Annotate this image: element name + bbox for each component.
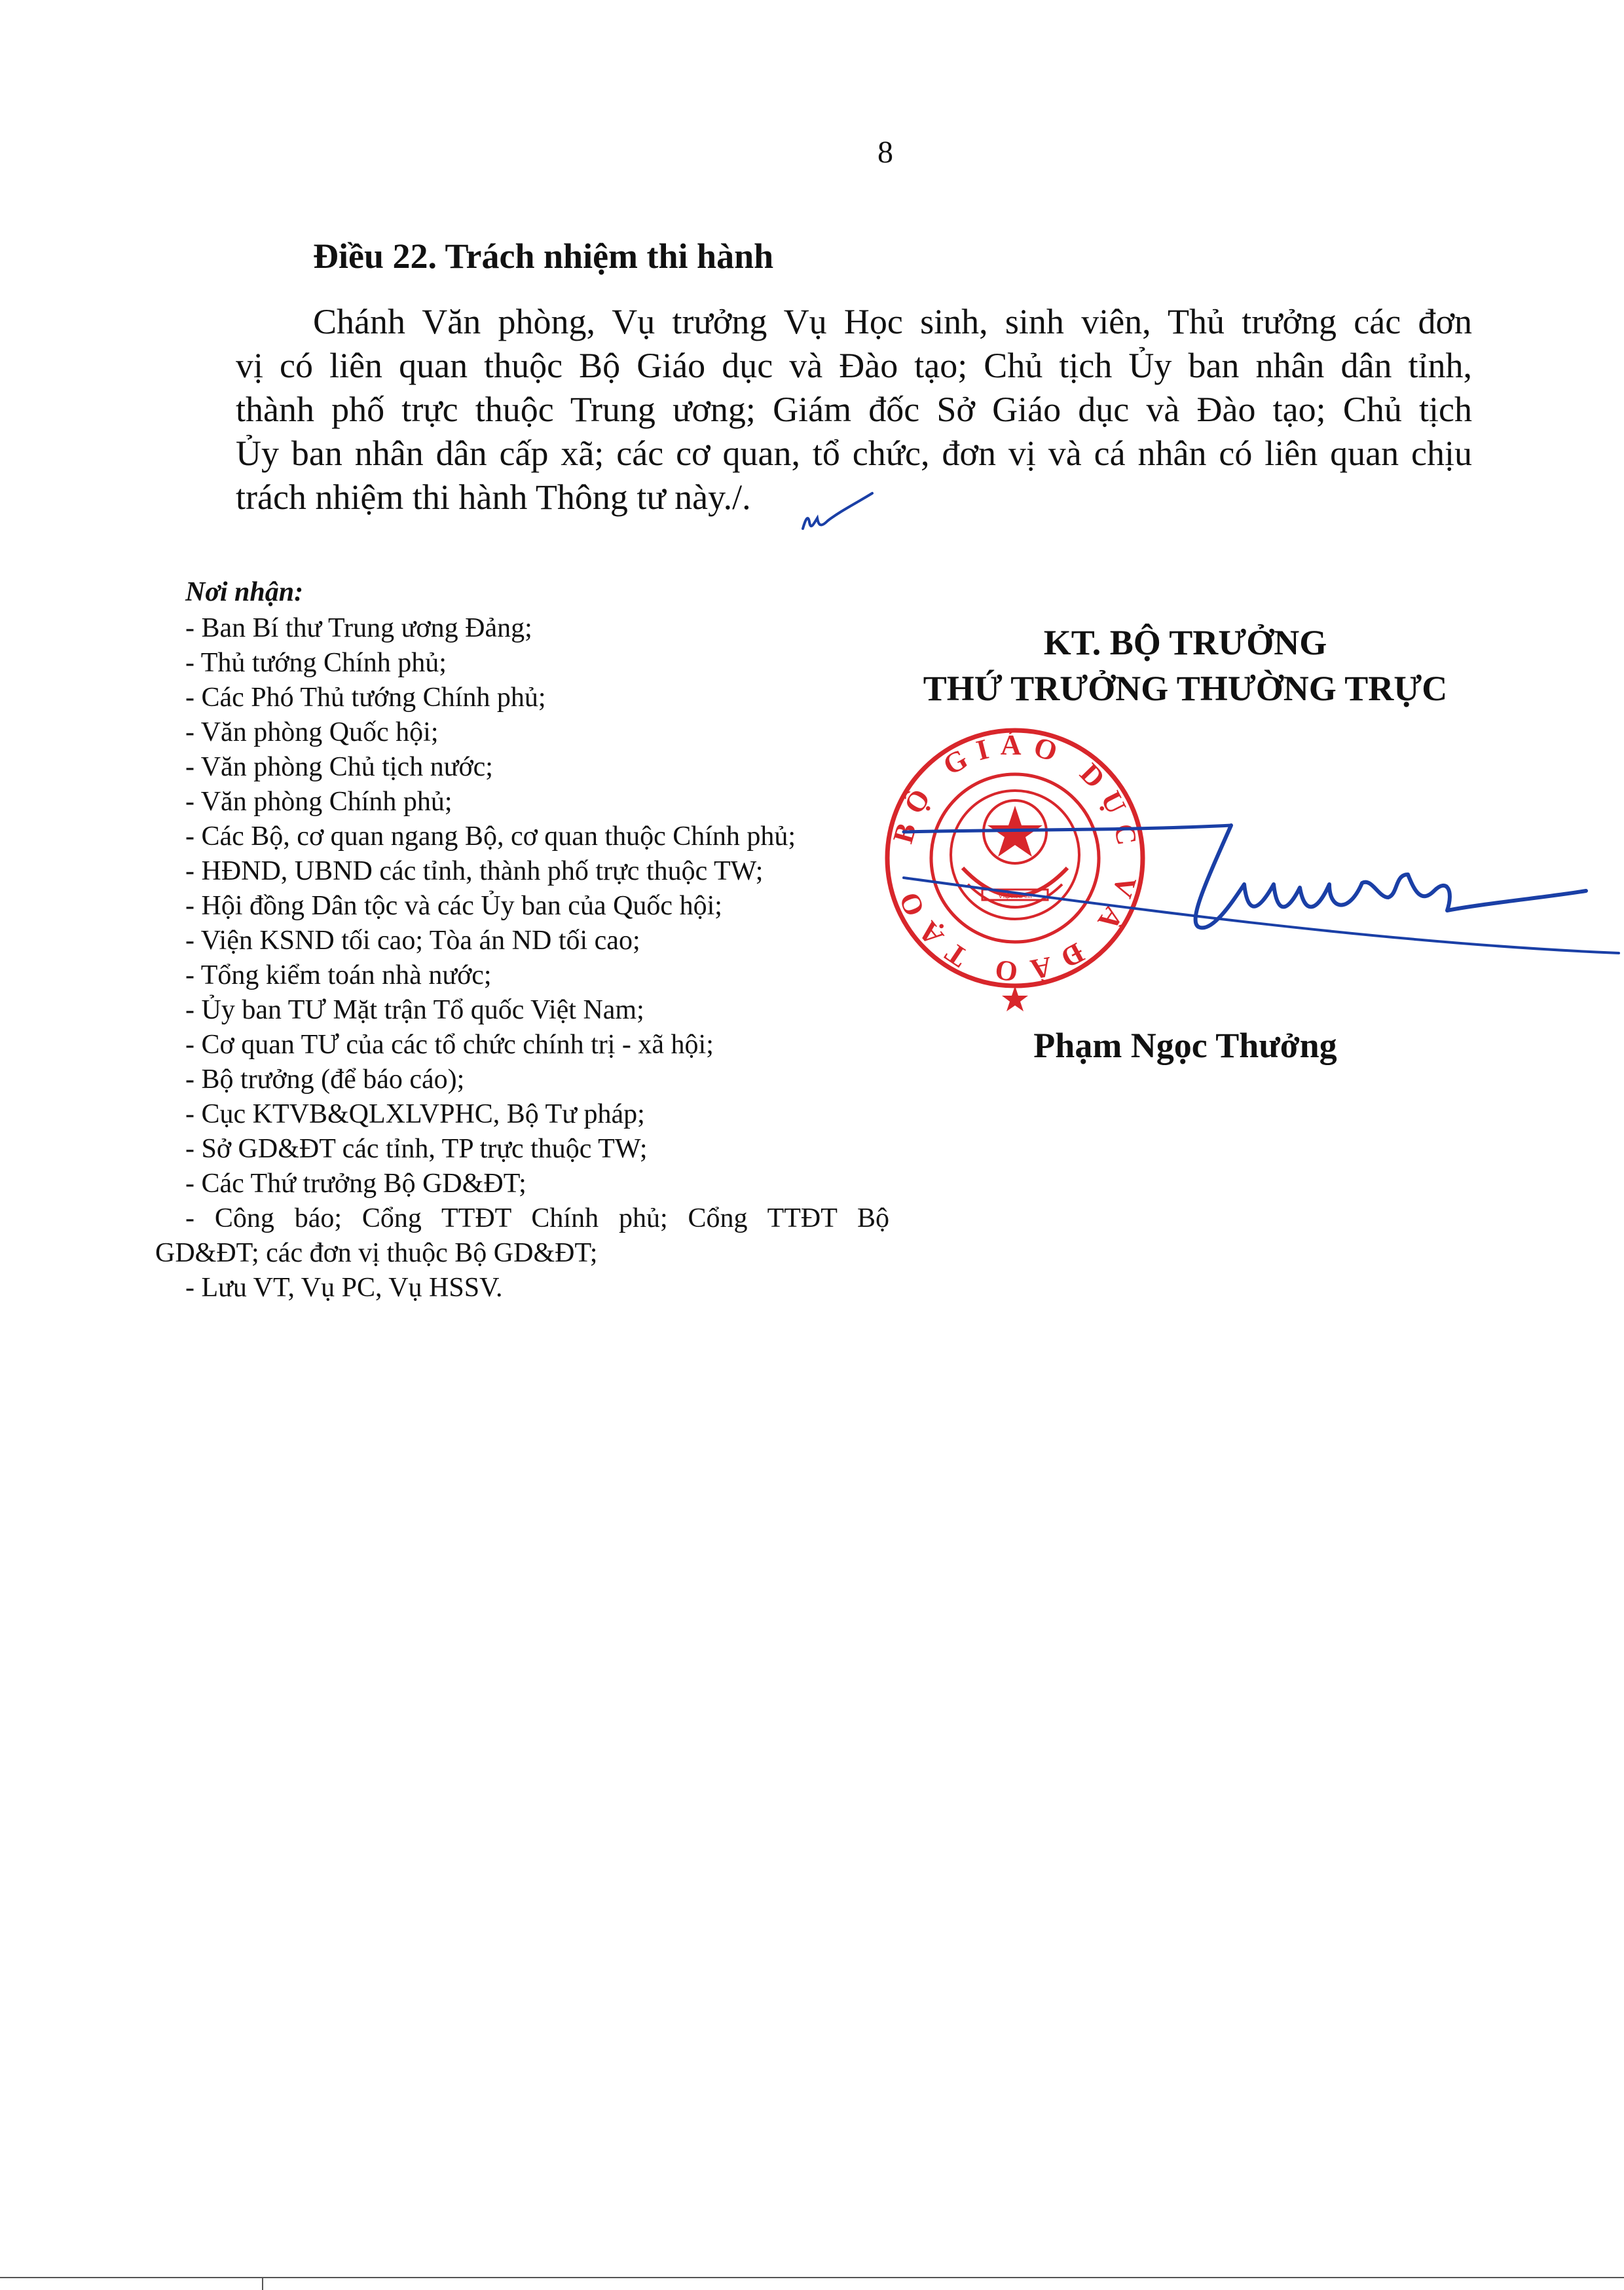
- article-body-line: trách nhiệm thi hành Thông tư này./.: [236, 478, 751, 517]
- article-body-line: vị có liên quan thuộc Bộ Giáo dục và Đào tạo; Chủ tịch Ủy ban nhân dân tỉnh,: [236, 346, 1472, 385]
- page-number: 8: [877, 135, 893, 170]
- article-title: Điều 22. Trách nhiệm thi hành: [313, 236, 774, 276]
- recipient-item: - Văn phòng Quốc hội;: [185, 717, 439, 747]
- recipient-item: - Các Bộ, cơ quan ngang Bộ, cơ quan thuộc Chính phủ;: [185, 821, 796, 852]
- svg-text:VIỆT NAM: VIỆT NAM: [998, 892, 1032, 900]
- article-body-line: Ủy ban nhân dân cấp xã; các cơ quan, tổ chức, đơn vị và cá nhân có liên quan chịu: [236, 434, 1472, 473]
- recipient-item: - Cục KTVB&QLXLVPHC, Bộ Tư pháp;: [185, 1099, 645, 1129]
- recipient-item: - Bộ trưởng (để báo cáo);: [185, 1064, 465, 1095]
- recipient-item: - Thủ tướng Chính phủ;: [185, 648, 447, 678]
- signer-name: Phạm Ngọc Thưởng: [1033, 1026, 1337, 1065]
- article-body-line: Chánh Văn phòng, Vụ trưởng Vụ Học sinh, sinh viên, Thủ trưởng các đơn: [313, 302, 1472, 341]
- page-bottom-rule: [0, 2277, 1624, 2278]
- initial-mark: [799, 488, 877, 540]
- recipient-item: - Cơ quan TƯ của các tổ chức chính trị - xã hội;: [185, 1030, 714, 1060]
- recipient-item: - Tổng kiểm toán nhà nước;: [185, 960, 492, 990]
- recipient-item: - Văn phòng Chính phủ;: [185, 787, 452, 817]
- recipient-item: - Các Thứ trưởng Bộ GD&ĐT;: [185, 1169, 526, 1199]
- recipient-item: - Công báo; Cổng TTĐT Chính phủ; Cổng TTĐT Bộ: [185, 1203, 889, 1233]
- recipient-item: GD&ĐT; các đơn vị thuộc Bộ GD&ĐT;: [155, 1238, 598, 1268]
- handwritten-signature: [891, 806, 1624, 976]
- recipient-item: - Lưu VT, Vụ PC, Vụ HSSV.: [185, 1273, 503, 1303]
- recipients-heading: Nơi nhận:: [185, 577, 304, 607]
- recipient-item: - Sở GD&ĐT các tỉnh, TP trực thuộc TW;: [185, 1134, 648, 1164]
- recipient-item: - HĐND, UBND các tỉnh, thành phố trực thuộc TW;: [185, 856, 764, 886]
- signature-title-line2: THỨ TRƯỞNG THƯỜNG TRỰC: [923, 669, 1448, 708]
- signature-title-line1: KT. BỘ TRƯỞNG: [1043, 623, 1327, 662]
- page-bottom-tick: [262, 2277, 263, 2290]
- recipient-item: - Hội đồng Dân tộc và các Ủy ban của Quốc hội;: [185, 891, 722, 921]
- recipient-item: - Các Phó Thủ tướng Chính phủ;: [185, 683, 546, 713]
- recipient-item: - Văn phòng Chủ tịch nước;: [185, 752, 493, 782]
- recipient-item: - Ủy ban TƯ Mặt trận Tổ quốc Việt Nam;: [185, 995, 644, 1025]
- svg-text:BỘ GIÁO DỤC VÀ ĐÀO TẠO: BỘ GIÁO DỤC VÀ ĐÀO TẠO: [887, 728, 1145, 988]
- article-body-line: thành phố trực thuộc Trung ương; Giám đốc Sở Giáo dục và Đào tạo; Chủ tịch: [236, 390, 1472, 429]
- recipient-item: - Ban Bí thư Trung ương Đảng;: [185, 613, 532, 643]
- recipient-item: - Viện KSND tối cao; Tòa án ND tối cao;: [185, 926, 640, 956]
